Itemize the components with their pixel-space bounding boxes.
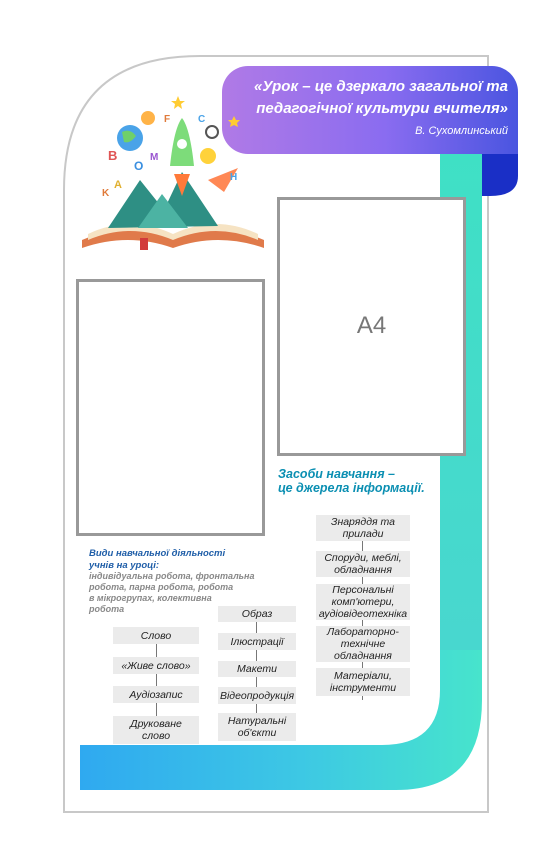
visual-box-3: Макети <box>218 661 296 677</box>
letter-h: H <box>230 172 238 183</box>
a4-label: А4 <box>356 312 387 339</box>
tools-heading-line-2: це джерела інформації. <box>278 481 425 495</box>
bookmark <box>140 238 148 250</box>
quote-line-1: «Урок – це дзеркало загальної та <box>254 78 508 95</box>
book-illustration <box>78 88 268 253</box>
verbal-box-2: «Живе слово» <box>113 657 199 674</box>
tools-box-5: Матеріали, інструменти <box>316 668 410 696</box>
activities-description: індивідуальна робота, фронтальна робота, парна робота, робота в мікрогрупах, колективна робота <box>89 571 255 614</box>
quote-line-2: педагогічної культури вчителя» <box>256 100 508 117</box>
verbal-box-1: Слово <box>113 627 199 644</box>
letter-f: F <box>164 114 171 125</box>
letter-k: K <box>102 188 110 199</box>
visual-box-5: Натуральні об'єкти <box>218 713 296 741</box>
letter-a: A <box>114 179 122 191</box>
letter-c: C <box>198 114 206 125</box>
letter-o: O <box>134 159 144 173</box>
quote-author: В. Сухомлинський <box>415 125 508 137</box>
tools-box-4: Лабораторно- технічне обладнання <box>316 626 410 662</box>
verbal-box-3: Аудіозапис <box>113 686 199 703</box>
activities-heading-line-1: Види навчальної діяльності <box>89 548 226 559</box>
tools-box-1: Знаряддя та прилади <box>316 515 410 541</box>
tools-box-2: Споруди, меблі, обладнання <box>316 551 410 577</box>
pocket-frame-left <box>76 279 265 536</box>
verbal-box-4: Друковане слово <box>113 716 199 744</box>
visual-box-4: Відеопродукція <box>218 687 296 704</box>
activities-heading-line-2: учнів на уроці: <box>89 560 160 571</box>
pocket-frame-a4 <box>277 197 466 456</box>
tools-heading <box>278 467 425 495</box>
letter-m: M <box>150 152 159 163</box>
lightbulb <box>200 148 216 164</box>
visual-box-2: Ілюстрації <box>218 633 296 650</box>
tools-box-3: Персональні комп'ютери, аудіовідеотехніка <box>316 584 410 620</box>
navy-accent <box>482 150 518 196</box>
letter-b: B <box>108 148 118 163</box>
activities-heading <box>89 548 225 572</box>
tools-heading-line-1: Засоби навчання – <box>278 467 395 481</box>
visual-box-1: Образ <box>218 606 296 622</box>
